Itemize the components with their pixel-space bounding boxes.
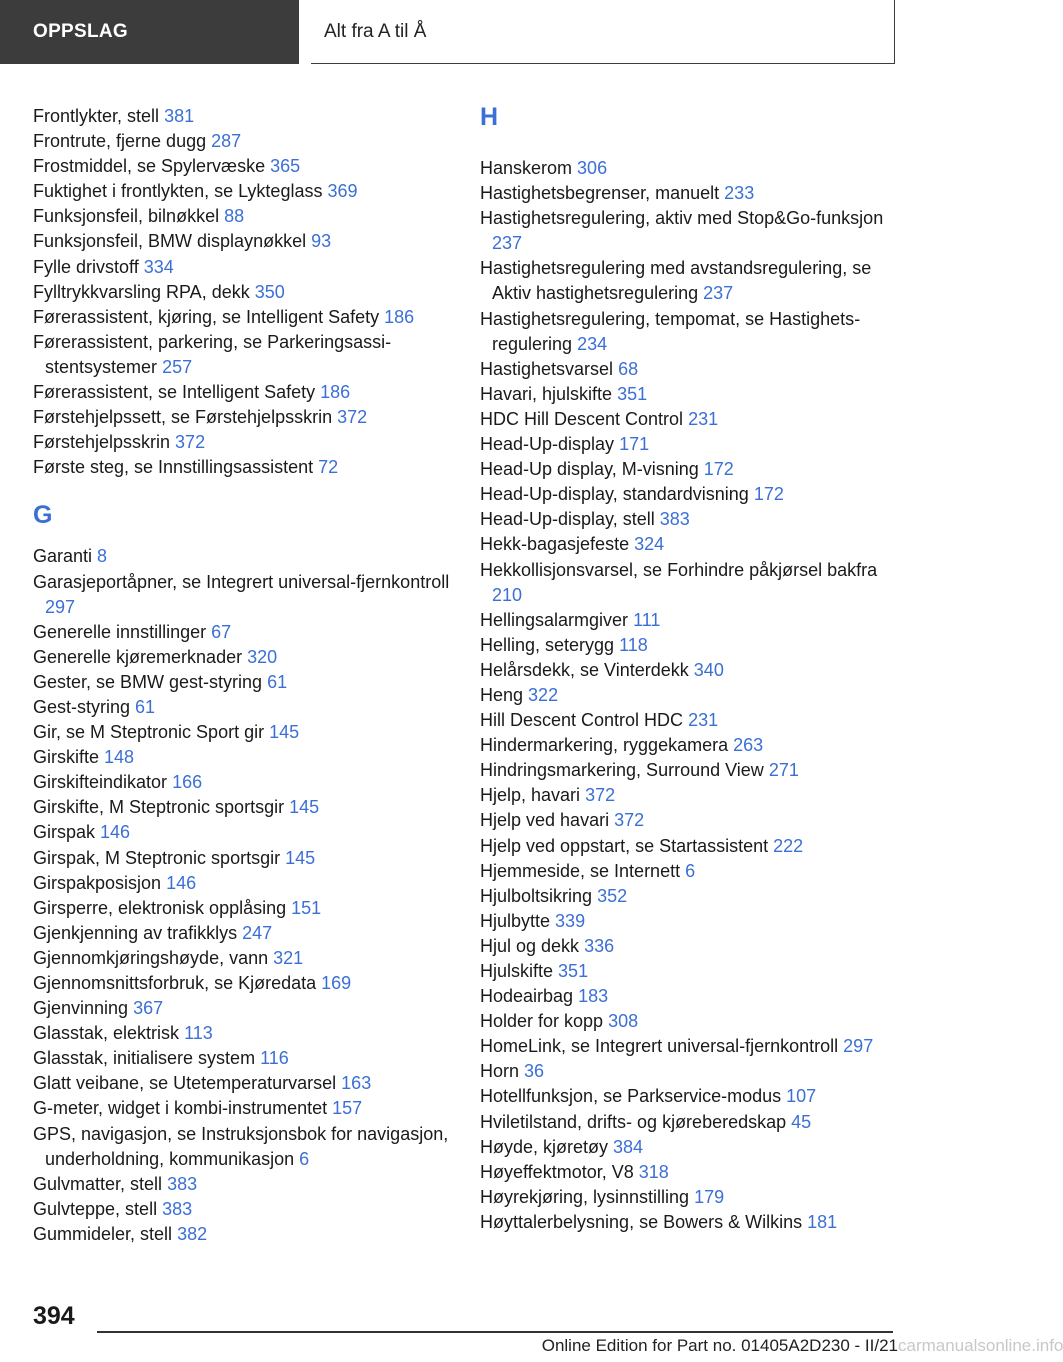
- page-number: 394: [33, 1302, 75, 1330]
- page-reference-link[interactable]: 308: [608, 1011, 639, 1032]
- index-entry-text: Havari, hjulskifte: [480, 383, 613, 404]
- index-entry-text: HDC Hill Descent Control: [480, 408, 684, 429]
- index-entry-text: Girskifteindikator: [33, 772, 168, 793]
- index-entry: [480, 482, 900, 507]
- page-reference-link[interactable]: 45: [791, 1111, 812, 1132]
- index-entry: [480, 1210, 900, 1235]
- page-reference-link[interactable]: 67: [211, 621, 232, 642]
- index-entry: [480, 1034, 900, 1059]
- page-reference-link[interactable]: 321: [273, 947, 304, 968]
- index-entry: [480, 959, 900, 984]
- page-reference-link[interactable]: 233: [724, 183, 755, 204]
- index-entry: [480, 558, 900, 608]
- index-entry-text: Hjulbytte: [480, 910, 551, 931]
- index-entry-text: Head-Up-display, standardvisning: [480, 484, 749, 505]
- page-reference-link[interactable]: 113: [184, 1023, 213, 1044]
- index-entry: [33, 380, 453, 405]
- section-tab: OPPSLAG: [0, 0, 299, 64]
- index-entry: [480, 1110, 900, 1135]
- index-letter-heading: G: [33, 501, 53, 530]
- index-entry-text: Funksjonsfeil, bilnøkkel: [33, 206, 220, 227]
- index-letter-heading: H: [480, 103, 499, 131]
- index-entry: [480, 507, 900, 532]
- index-entry-text: Frostmiddel, se Spylervæske: [33, 156, 266, 177]
- index-entry-text: Førerassistent, parkering, se Parkeringsassistentsystemer: [33, 331, 392, 377]
- index-entry-text: Gjenvinning: [33, 998, 129, 1019]
- page-reference-link[interactable]: 61: [135, 696, 156, 717]
- index-entry: [33, 820, 453, 845]
- index-entry: [33, 544, 453, 569]
- page-reference-link[interactable]: 384: [613, 1136, 644, 1157]
- index-entry-text: Høyttalerbelysning, se Bowers & Wilkins: [480, 1211, 803, 1232]
- index-entry: [33, 720, 453, 745]
- page-reference-link[interactable]: 372: [337, 407, 368, 428]
- index-entry: [33, 795, 453, 820]
- chapter-title: Alt fra A til Å: [311, 0, 895, 64]
- index-entry: [33, 1197, 453, 1222]
- index-entry-text: Hastighetsvarsel: [480, 358, 614, 379]
- page-reference-link[interactable]: 352: [597, 885, 628, 906]
- index-entry-text: Hodeairbag: [480, 986, 574, 1007]
- page-reference-link[interactable]: 93: [311, 231, 332, 252]
- index-entry-text: Førstehjelpsskrin: [33, 432, 171, 453]
- index-entry-text: Hjemmeside, se Internett: [480, 860, 681, 881]
- index-entry: [33, 179, 453, 204]
- index-entry: [33, 129, 453, 154]
- index-entry-text: Gummideler, stell: [33, 1223, 173, 1244]
- index-entry: [33, 455, 453, 480]
- page-reference-link[interactable]: 372: [585, 785, 616, 806]
- page-reference-link[interactable]: 297: [45, 596, 76, 617]
- index-entry: [480, 307, 900, 357]
- index-entry-text: Girskifte, M Steptronic sportsgir: [33, 797, 285, 818]
- index-entry: [33, 896, 453, 921]
- index-entry: [480, 457, 900, 482]
- index-entry-text: Høyde, kjøretøy: [480, 1136, 609, 1157]
- page-reference-link[interactable]: 186: [320, 382, 351, 403]
- page-reference-link[interactable]: 169: [321, 973, 352, 993]
- index-entry-text: HomeLink, se Integrert universal-fjernkontroll: [480, 1036, 839, 1057]
- index-entry-text: Girskifte: [33, 747, 100, 768]
- index-entry: [33, 946, 453, 971]
- index-entry-text: Garasjeportåpner, se Integrert universal-fjernkontroll: [33, 571, 450, 592]
- page-reference-link[interactable]: 271: [768, 760, 799, 781]
- index-entry-text: Helårsdekk, se Vinterdekk: [480, 659, 689, 680]
- index-entry: [480, 859, 900, 884]
- index-entry-text: Horn: [480, 1061, 520, 1082]
- page-reference-link[interactable]: 336: [584, 935, 615, 956]
- page-reference-link[interactable]: 88: [224, 206, 245, 227]
- index-entry: [33, 1046, 453, 1071]
- index-entry-text: Generelle kjøremerknader: [33, 646, 243, 667]
- index-entry-text: Gir, se M Steptronic Sport gir: [33, 722, 265, 743]
- index-entry-text: Hjelp ved oppstart, se Startassistent: [480, 835, 769, 856]
- page-reference-link[interactable]: 146: [166, 872, 197, 893]
- index-entry-text: G-meter, widget i kombi-instrumentet: [33, 1098, 328, 1119]
- page-reference-link[interactable]: 367: [133, 998, 164, 1019]
- index-entry-text: Hjulskifte: [480, 961, 554, 981]
- index-entry-text: Førstehjelpssett, se Førstehjelpsskrin: [33, 407, 333, 428]
- index-entry-text: Frontrute, fjerne dugg: [33, 131, 207, 152]
- index-entry: [480, 934, 900, 959]
- index-entry-text: Girspak, M Steptronic sportsgir: [33, 847, 281, 868]
- index-entry-text: Hill Descent Control HDC: [480, 710, 684, 731]
- index-entry-text: Head-Up display, M-visning: [480, 459, 699, 480]
- page-reference-link[interactable]: 318: [638, 1161, 669, 1182]
- index-entry: [480, 432, 900, 457]
- page-reference-link[interactable]: 372: [614, 810, 645, 831]
- index-entry-text: Girspak: [33, 822, 96, 843]
- page-reference-link[interactable]: 157: [332, 1098, 363, 1119]
- page-reference-link[interactable]: 365: [270, 156, 301, 177]
- page-reference-link[interactable]: 257: [162, 356, 193, 377]
- page-reference-link[interactable]: 146: [100, 822, 131, 843]
- index-entry: [33, 1172, 453, 1197]
- page-reference-link[interactable]: 151: [291, 897, 322, 918]
- index-entry: [480, 834, 900, 859]
- index-entry: [33, 670, 453, 695]
- index-entry: [480, 783, 900, 808]
- index-entry: [33, 1071, 453, 1096]
- index-entry-text: Funksjonsfeil, BMW displaynøkkel: [33, 231, 307, 252]
- index-entry-text: Glatt veibane, se Utetemperaturvarsel: [33, 1073, 337, 1094]
- index-entry: [480, 357, 900, 382]
- page-reference-link[interactable]: 222: [773, 835, 804, 856]
- index-entry: [33, 1122, 453, 1172]
- page-reference-link[interactable]: 369: [327, 181, 358, 202]
- index-entry: [480, 1059, 900, 1084]
- index-entry-text: Gulvteppe, stell: [33, 1198, 158, 1219]
- page-reference-link[interactable]: 322: [528, 684, 559, 705]
- page-reference-link[interactable]: 116: [260, 1048, 289, 1069]
- page-reference-link[interactable]: 381: [164, 106, 195, 126]
- index-entry: [480, 608, 900, 633]
- index-entry: [480, 1135, 900, 1160]
- index-entry: [33, 645, 453, 670]
- index-entry-text: Førerassistent, se Intelligent Safety: [33, 382, 316, 403]
- page-reference-link[interactable]: 163: [341, 1073, 372, 1094]
- index-entry: [33, 330, 453, 380]
- index-entry-text: Gjenkjenning av trafikklys: [33, 922, 238, 943]
- index-entry: [33, 620, 453, 645]
- index-entry: [480, 808, 900, 833]
- page-reference-link[interactable]: 8: [97, 546, 108, 567]
- index-entry-text: Hekk-bagasjefeste: [480, 534, 630, 555]
- index-entry-text: Hjul og dekk: [480, 935, 580, 956]
- index-entry: [480, 733, 900, 758]
- page-reference-link[interactable]: 382: [177, 1223, 208, 1244]
- index-entry-text: Hastighetsregulering, tempomat, se Hastighetsregulering: [480, 308, 861, 354]
- page-reference-link[interactable]: 210: [492, 584, 523, 605]
- page-reference-link[interactable]: 287: [211, 131, 242, 152]
- index-entry: [480, 909, 900, 934]
- index-entry-text: Girspakposisjon: [33, 872, 162, 893]
- page-reference-link[interactable]: 339: [555, 910, 586, 931]
- index-entry-text: Fylle drivstoff: [33, 256, 139, 277]
- index-entry: [480, 633, 900, 658]
- index-entry-text: Hekkollisjonsvarsel, se Forhindre påkjørsel bakfra: [480, 559, 878, 580]
- index-entry-text: Helling, seterygg: [480, 634, 615, 655]
- page-reference-link[interactable]: 234: [577, 333, 608, 354]
- index-entry-text: Glasstak, elektrisk: [33, 1023, 180, 1044]
- page-reference-link[interactable]: 237: [492, 233, 523, 254]
- page-reference-link[interactable]: 237: [703, 283, 734, 304]
- index-entry: [33, 971, 453, 996]
- index-entry-text: Gulvmatter, stell: [33, 1173, 163, 1194]
- index-entry: [480, 156, 900, 181]
- page-reference-link[interactable]: 351: [558, 961, 589, 981]
- page-reference-link[interactable]: 68: [618, 358, 639, 379]
- page-reference-link[interactable]: 351: [617, 383, 648, 404]
- page-reference-link[interactable]: 145: [289, 797, 320, 818]
- index-entry: [33, 104, 453, 129]
- watermark: carmanualsonline.info: [898, 1336, 1063, 1355]
- index-entry: [480, 1185, 900, 1210]
- index-entry-text: Hindringsmarkering, Surround View: [480, 760, 764, 781]
- index-entry: [33, 255, 453, 280]
- edition-footer: Online Edition for Part no. 01405A2D230 - II/21: [541, 1336, 898, 1355]
- index-entry: [33, 1096, 453, 1121]
- index-entry-text: Frontlykter, stell: [33, 106, 160, 126]
- index-entry: [480, 884, 900, 909]
- index-entry-text: Hviletilstand, drifts- og kjøreberedskap: [480, 1111, 787, 1132]
- index-entry-text: Generelle innstillinger: [33, 621, 207, 642]
- index-entry: [480, 708, 900, 733]
- page-reference-link[interactable]: 231: [688, 710, 719, 731]
- page-reference-link[interactable]: 148: [104, 747, 135, 768]
- index-entry-text: Gjennomsnittsforbruk, se Kjøredata: [33, 973, 317, 993]
- index-entry: [480, 758, 900, 783]
- index-entry: [33, 871, 453, 896]
- index-entry: [480, 683, 900, 708]
- index-entry: [480, 181, 900, 206]
- index-entry: [33, 280, 453, 305]
- index-entry: [480, 382, 900, 407]
- index-entry-text: Hindermarkering, ryggekamera: [480, 735, 729, 756]
- page-reference-link[interactable]: 183: [578, 986, 609, 1007]
- index-entry-text: Hastighetsregulering med avstandsregulering, se Aktiv hastighetsregulering: [480, 258, 872, 304]
- index-entry-text: Gjennomkjøringshøyde, vann: [33, 947, 269, 968]
- page-reference-link[interactable]: 372: [175, 432, 206, 453]
- index-entry-text: Hastighetsbegrenser, manuelt: [480, 183, 720, 204]
- index-entry-text: Head-Up-display, stell: [480, 509, 655, 530]
- index-entry-text: Hastighetsregulering, aktiv med Stop&Go-funksjon: [480, 208, 884, 229]
- index-entry-text: Høyeffektmotor, V8: [480, 1161, 634, 1182]
- index-entry-text: Fuktighet i frontlykten, se Lykteglass: [33, 181, 323, 202]
- page-reference-link[interactable]: 383: [659, 509, 690, 530]
- index-entry-text: Heng: [480, 684, 524, 705]
- page-reference-link[interactable]: 340: [693, 659, 724, 680]
- page-reference-link[interactable]: 350: [254, 281, 285, 302]
- footer-divider: [97, 1331, 893, 1333]
- index-column-right: [480, 104, 900, 1235]
- page-reference-link[interactable]: 6: [685, 860, 696, 881]
- page-reference-link[interactable]: 179: [694, 1186, 725, 1207]
- page-reference-link[interactable]: 145: [285, 847, 316, 868]
- page-reference-link[interactable]: 383: [162, 1198, 193, 1219]
- index-entry-text: Hellingsalarmgiver: [480, 609, 629, 630]
- page-reference-link[interactable]: 72: [318, 457, 339, 478]
- page-reference-link[interactable]: 324: [634, 534, 665, 555]
- index-entry-text: Hanskerom: [480, 158, 573, 178]
- index-entry: [33, 430, 453, 455]
- page-reference-link[interactable]: 172: [753, 484, 784, 505]
- page-reference-link[interactable]: 186: [384, 306, 415, 327]
- index-entry: [480, 658, 900, 683]
- index-entry: [33, 154, 453, 179]
- index-entry: [33, 846, 453, 871]
- index-entry: [33, 695, 453, 720]
- index-entry-text: Girsperre, elektronisk opplåsing: [33, 897, 287, 918]
- index-entry-text: Fylltrykkvarsling RPA, dekk: [33, 281, 250, 302]
- index-entry-text: Hjelp ved havari: [480, 810, 610, 831]
- index-entry-text: Glasstak, initialisere system: [33, 1048, 256, 1069]
- index-entry: [33, 405, 453, 430]
- index-entry: [480, 206, 900, 256]
- index-entry: [480, 532, 900, 557]
- page-reference-link[interactable]: 36: [524, 1061, 545, 1082]
- page-reference-link[interactable]: 297: [843, 1036, 874, 1057]
- index-entry: [33, 305, 453, 330]
- page-reference-link[interactable]: 334: [143, 256, 174, 277]
- index-entry-text: Førerassistent, kjøring, se Intelligent Safety: [33, 306, 380, 327]
- index-entry-text: GPS, navigasjon, se Instruksjonsbok for navigasjon, underholdning, kommunikasjon: [33, 1123, 449, 1169]
- index-entry-text: Garanti: [33, 546, 93, 567]
- index-entry: [33, 921, 453, 946]
- page-reference-link[interactable]: 320: [247, 646, 278, 667]
- index-entry-text: Gester, se BMW gest-styring: [33, 671, 263, 692]
- index-entry: [33, 996, 453, 1021]
- page-reference-link[interactable]: 172: [703, 459, 734, 480]
- index-entry-text: Head-Up-display: [480, 434, 615, 455]
- index-entry: [480, 256, 900, 306]
- index-entry: [480, 1084, 900, 1109]
- page-reference-link[interactable]: 231: [688, 408, 719, 429]
- index-entry: [480, 1160, 900, 1185]
- page-reference-link[interactable]: 383: [167, 1173, 198, 1194]
- page-reference-link[interactable]: 166: [172, 772, 203, 793]
- index-entry-text: Hjelp, havari: [480, 785, 581, 806]
- page-reference-link[interactable]: 118: [619, 634, 648, 655]
- index-entry-text: Hjulboltsikring: [480, 885, 593, 906]
- index-entry-text: Første steg, se Innstillingsassistent: [33, 457, 314, 478]
- page-reference-link[interactable]: 145: [269, 722, 300, 743]
- index-entry-text: Hotellfunksjon, se Parkservice-modus: [480, 1086, 782, 1107]
- page-reference-link[interactable]: 171: [619, 434, 650, 455]
- index-entry: [33, 229, 453, 254]
- index-entry: [33, 1021, 453, 1046]
- page-reference-link[interactable]: 61: [267, 671, 288, 692]
- index-entry: [33, 1222, 453, 1247]
- index-entry: [33, 770, 453, 795]
- page-reference-link[interactable]: 247: [242, 922, 273, 943]
- index-entry: [480, 984, 900, 1009]
- page-reference-link[interactable]: 306: [577, 158, 608, 178]
- index-entry-text: Gest-styring: [33, 696, 131, 717]
- index-entry: [33, 204, 453, 229]
- page-reference-link[interactable]: 6: [299, 1148, 310, 1169]
- index-entry: [33, 570, 453, 620]
- index-entry: [480, 407, 900, 432]
- index-entry: [480, 1009, 900, 1034]
- page-reference-link[interactable]: 263: [733, 735, 764, 756]
- index-entry-text: Holder for kopp: [480, 1011, 604, 1032]
- index-entry-text: Høyrekjøring, lysinnstilling: [480, 1186, 690, 1207]
- page-reference-link[interactable]: 181: [807, 1211, 838, 1232]
- page-reference-link[interactable]: 107: [786, 1086, 817, 1107]
- index-entry: [33, 745, 453, 770]
- index-column-left: [33, 104, 453, 1247]
- page-reference-link[interactable]: 111: [633, 609, 661, 630]
